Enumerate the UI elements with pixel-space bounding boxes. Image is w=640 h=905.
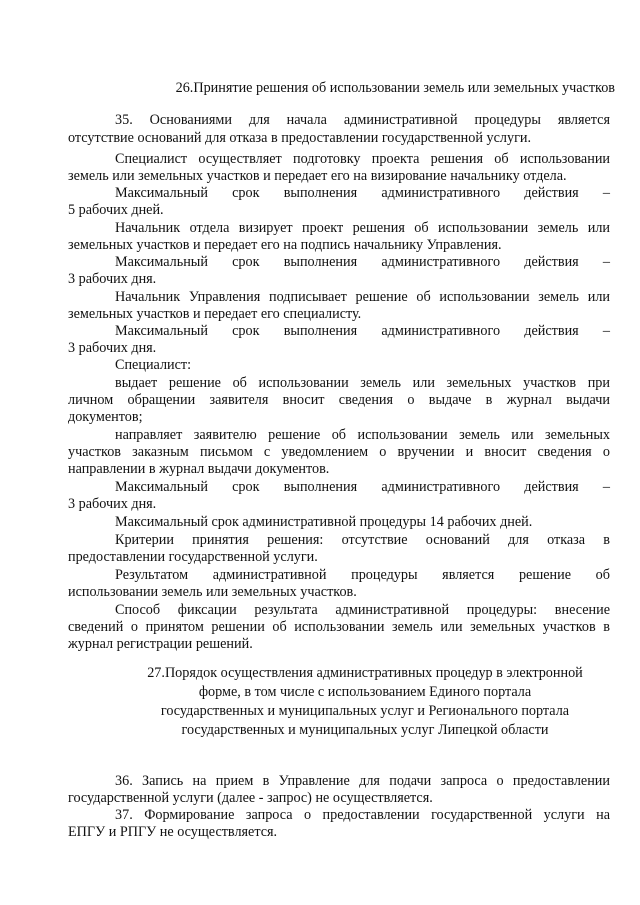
text-line: ЕПГУ и РПГУ не осуществляется. bbox=[68, 824, 278, 840]
text-line: участков заказным письмом с уведомлением о вручении и вносит сведения о bbox=[68, 444, 610, 460]
text-line: 36. Запись на прием в Управление для подачи запроса о предоставлении bbox=[115, 773, 610, 789]
text-line: Результатом административной процедуры является решение об bbox=[115, 567, 610, 583]
text-line: земель или земельных участков и передает его на визирование начальнику отдела. bbox=[68, 168, 567, 184]
text-line: 3 рабочих дня. bbox=[68, 340, 157, 356]
text-line: Максимальный срок выполнения административного действия – bbox=[115, 254, 610, 270]
text-line: журнал регистрации решений. bbox=[68, 636, 253, 652]
text-line: сведений о принятом решении об использовании земель или земельных участков в bbox=[68, 619, 610, 635]
text-line: предоставлении государственной услуги. bbox=[68, 549, 318, 565]
text-line: земельных участков и передает его специалисту. bbox=[68, 306, 362, 322]
text-line: Начальник отдела визирует проект решения об использовании земель или bbox=[115, 220, 610, 236]
text-line: использовании земель или земельных участков. bbox=[68, 584, 357, 600]
text-line: направлении в журнал выдачи документов. bbox=[68, 461, 330, 477]
section-27-heading-line: государственных и муниципальных услуг Липецкой области bbox=[181, 722, 549, 738]
text-line: Начальник Управления подписывает решение об использовании земель или bbox=[115, 289, 610, 305]
text-line: Критерии принятия решения: отсутствие оснований для отказа в bbox=[115, 532, 610, 548]
text-line: земельных участков и передает его на подпись начальнику Управления. bbox=[68, 237, 502, 253]
text-line: Максимальный срок административной процедуры 14 рабочих дней. bbox=[115, 514, 533, 530]
text-line: направляет заявителю решение об использовании земель или земельных bbox=[115, 427, 610, 443]
text-line: Максимальный срок выполнения административного действия – bbox=[115, 479, 610, 495]
text-line: 37. Формирование запроса о предоставлении государственной услуги на bbox=[115, 807, 610, 823]
text-line: выдает решение об использовании земель или земельных участков при bbox=[115, 375, 610, 391]
text-line: документов; bbox=[68, 409, 143, 425]
section-27-heading bbox=[125, 664, 605, 740]
section-27-heading-line: 27.Порядок осуществления административных процедур в электронной bbox=[147, 665, 583, 681]
text-line: Максимальный срок выполнения административного действия – bbox=[115, 185, 610, 201]
text-line: отсутствие оснований для отказа в предоставлении государственной услуги. bbox=[68, 130, 532, 146]
section-27-heading-line: государственных и муниципальных услуг и Регионального портала bbox=[160, 703, 570, 719]
section-26-heading: 26.Принятие решения об использовании земель или земельных участков bbox=[175, 80, 615, 96]
text-line: государственной услуги (далее - запрос) не осуществляется. bbox=[68, 790, 433, 806]
section-27-heading-line: форме, в том числе с использованием Единого портала bbox=[198, 684, 532, 700]
text-line: личном обращении заявителя вносит сведения о выдаче в журнал выдачи bbox=[68, 392, 610, 408]
text-line: 3 рабочих дня. bbox=[68, 496, 157, 512]
text-line: 3 рабочих дня. bbox=[68, 271, 157, 287]
text-line: Максимальный срок выполнения административного действия – bbox=[115, 323, 610, 339]
text-line: 35. Основаниями для начала административной процедуры является bbox=[115, 112, 610, 128]
text-line: Специалист: bbox=[115, 357, 192, 373]
text-line: 5 рабочих дней. bbox=[68, 202, 164, 218]
text-line: Специалист осуществляет подготовку проекта решения об использовании bbox=[115, 151, 610, 167]
text-line: Способ фиксации результата административной процедуры: внесение bbox=[115, 602, 610, 618]
